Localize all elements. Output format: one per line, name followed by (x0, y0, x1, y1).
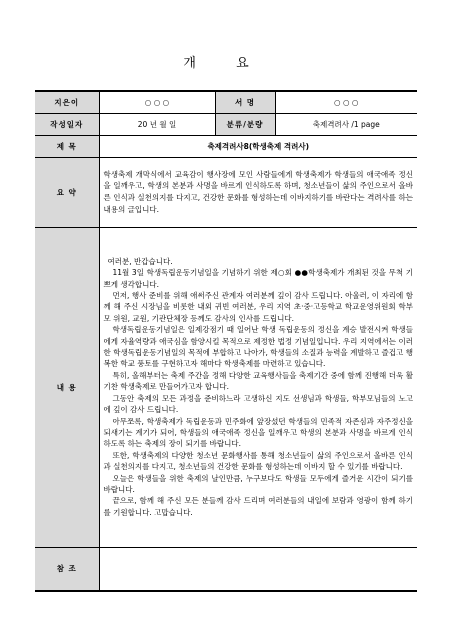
content-paragraph: 특히, 올해부터는 축제 주간을 정해 다양한 교육행사들을 축제기간 중에 함께 진행해 더욱 활기찬 학생축제로 만들어가고자 합니다. (103, 370, 413, 392)
date-value: 20 년 월 일 (99, 113, 215, 135)
author-value: ○ ○ ○ (99, 91, 215, 113)
category-value: 축제격려사 /1 page (275, 113, 417, 135)
name-value: ○ ○ ○ (275, 91, 417, 113)
author-row (35, 91, 417, 113)
subject-value: 축제격려사8(학생축제 격려사) (99, 135, 417, 157)
content-paragraph: 먼저, 행사 준비를 위해 애써주신 관계자 여러분께 깊이 감사 드립니다. 아울러, 이 자리에 함께 해 주신 시장님을 비롯한 내외 귀빈 여러분, 우리 지역 초·중·고등학교 학교운영위원회 학부모 위원, 교원, 기관단체장 등께도 감사의 인사를 드립니다. (103, 291, 413, 323)
reference-label: 참 조 (35, 547, 99, 591)
content-body (99, 227, 417, 547)
content-paragraph: 오늘은 학생들을 위한 축제의 날인만큼, 누구보다도 학생들 모두에게 즐거운 시간이 되기를 바랍니다. (103, 473, 413, 494)
content-paragraph: 그동안 축제의 모든 과정을 준비하느라 고생하신 지도 선생님과 학생들, 학부모님들의 노고에 깊이 감사 드립니다. (103, 393, 413, 415)
content-paragraph: 또한, 학생축제의 다양한 청소년 문화행사를 통해 청소년들이 삶의 주인으로서 올바른 인식과 실천의지를 다지고, 청소년들의 건강한 문화를 형성하는데 이바지 할 수 있기를 바랍니다. (103, 450, 413, 472)
content-row (35, 227, 417, 547)
content-paragraph: 여러분, 반갑습니다. (107, 256, 173, 266)
category-label: 분류/분량 (215, 113, 275, 135)
content-paragraph: 학생독립운동기념일은 일제강점기 때 일어난 학생 독립운동의 정신을 계승 발전시켜 학생들에게 자율역량과 애국심을 함양시킬 목적으로 제정한 법정 기념일입니다. 우리 지역에서는 이러한 학생독립운동기념일의 목적에 부합하고 나아가, 학생들의 소질과 능력을 계발하고 즐겁고 행복한 학교 풍토를 구현하고자 해마다 학생축제를 마련하고 있습니다. (103, 325, 413, 369)
date-label: 작성일자 (35, 113, 99, 135)
page-title: 개 요 (183, 56, 267, 71)
content-paragraph: 끝으로, 함께 해 주신 모든 분들께 감사 드리며 여러분들의 내일에 보람과 영광이 함께 하기를 기원합니다. 고맙습니다. (103, 496, 413, 517)
content-paragraph: 11월 3일 학생독립운동기념일을 기념하기 위한 제○회 ●●학생축제가 개최된 것을 무척 기쁘게 생각합니다. (103, 268, 413, 289)
subject-row (35, 135, 417, 157)
subject-label: 제 목 (35, 135, 99, 157)
summary-label: 요 약 (35, 157, 99, 227)
reference-row (35, 547, 417, 591)
reference-value (99, 547, 417, 591)
summary-text: 학생축제 개막식에서 교육감이 행사장에 모인 사람들에게 학생축제가 학생들의 애국애족 정신을 일깨우고, 학생의 본분과 사명을 바르게 인식하도록 하며, 청소년들이 삶의 주인으로서 올바른 인식과 실천의지를 다지고, 건강한 문화를 형성하는데 이바지하기를 바란다는 격려사를 하는 내용의 글입니다. (99, 157, 417, 227)
overview-table (35, 90, 417, 592)
summary-row (35, 157, 417, 227)
date-row (35, 113, 417, 135)
author-label: 지은이 (35, 91, 99, 113)
content-label: 내 용 (35, 227, 99, 547)
content-paragraph: 아무쪼록, 학생축제가 독립운동과 민주화에 앞장섰던 학생들의 민족적 자존심과 자주정신을 되새기는 계기가 되어, 학생들의 애국애족 정신을 일깨우고 학생의 본분과 사명을 바르게 인식하도록 하는 축제의 장이 되기를 바랍니다. (103, 416, 413, 449)
name-label: 서 명 (215, 91, 275, 113)
